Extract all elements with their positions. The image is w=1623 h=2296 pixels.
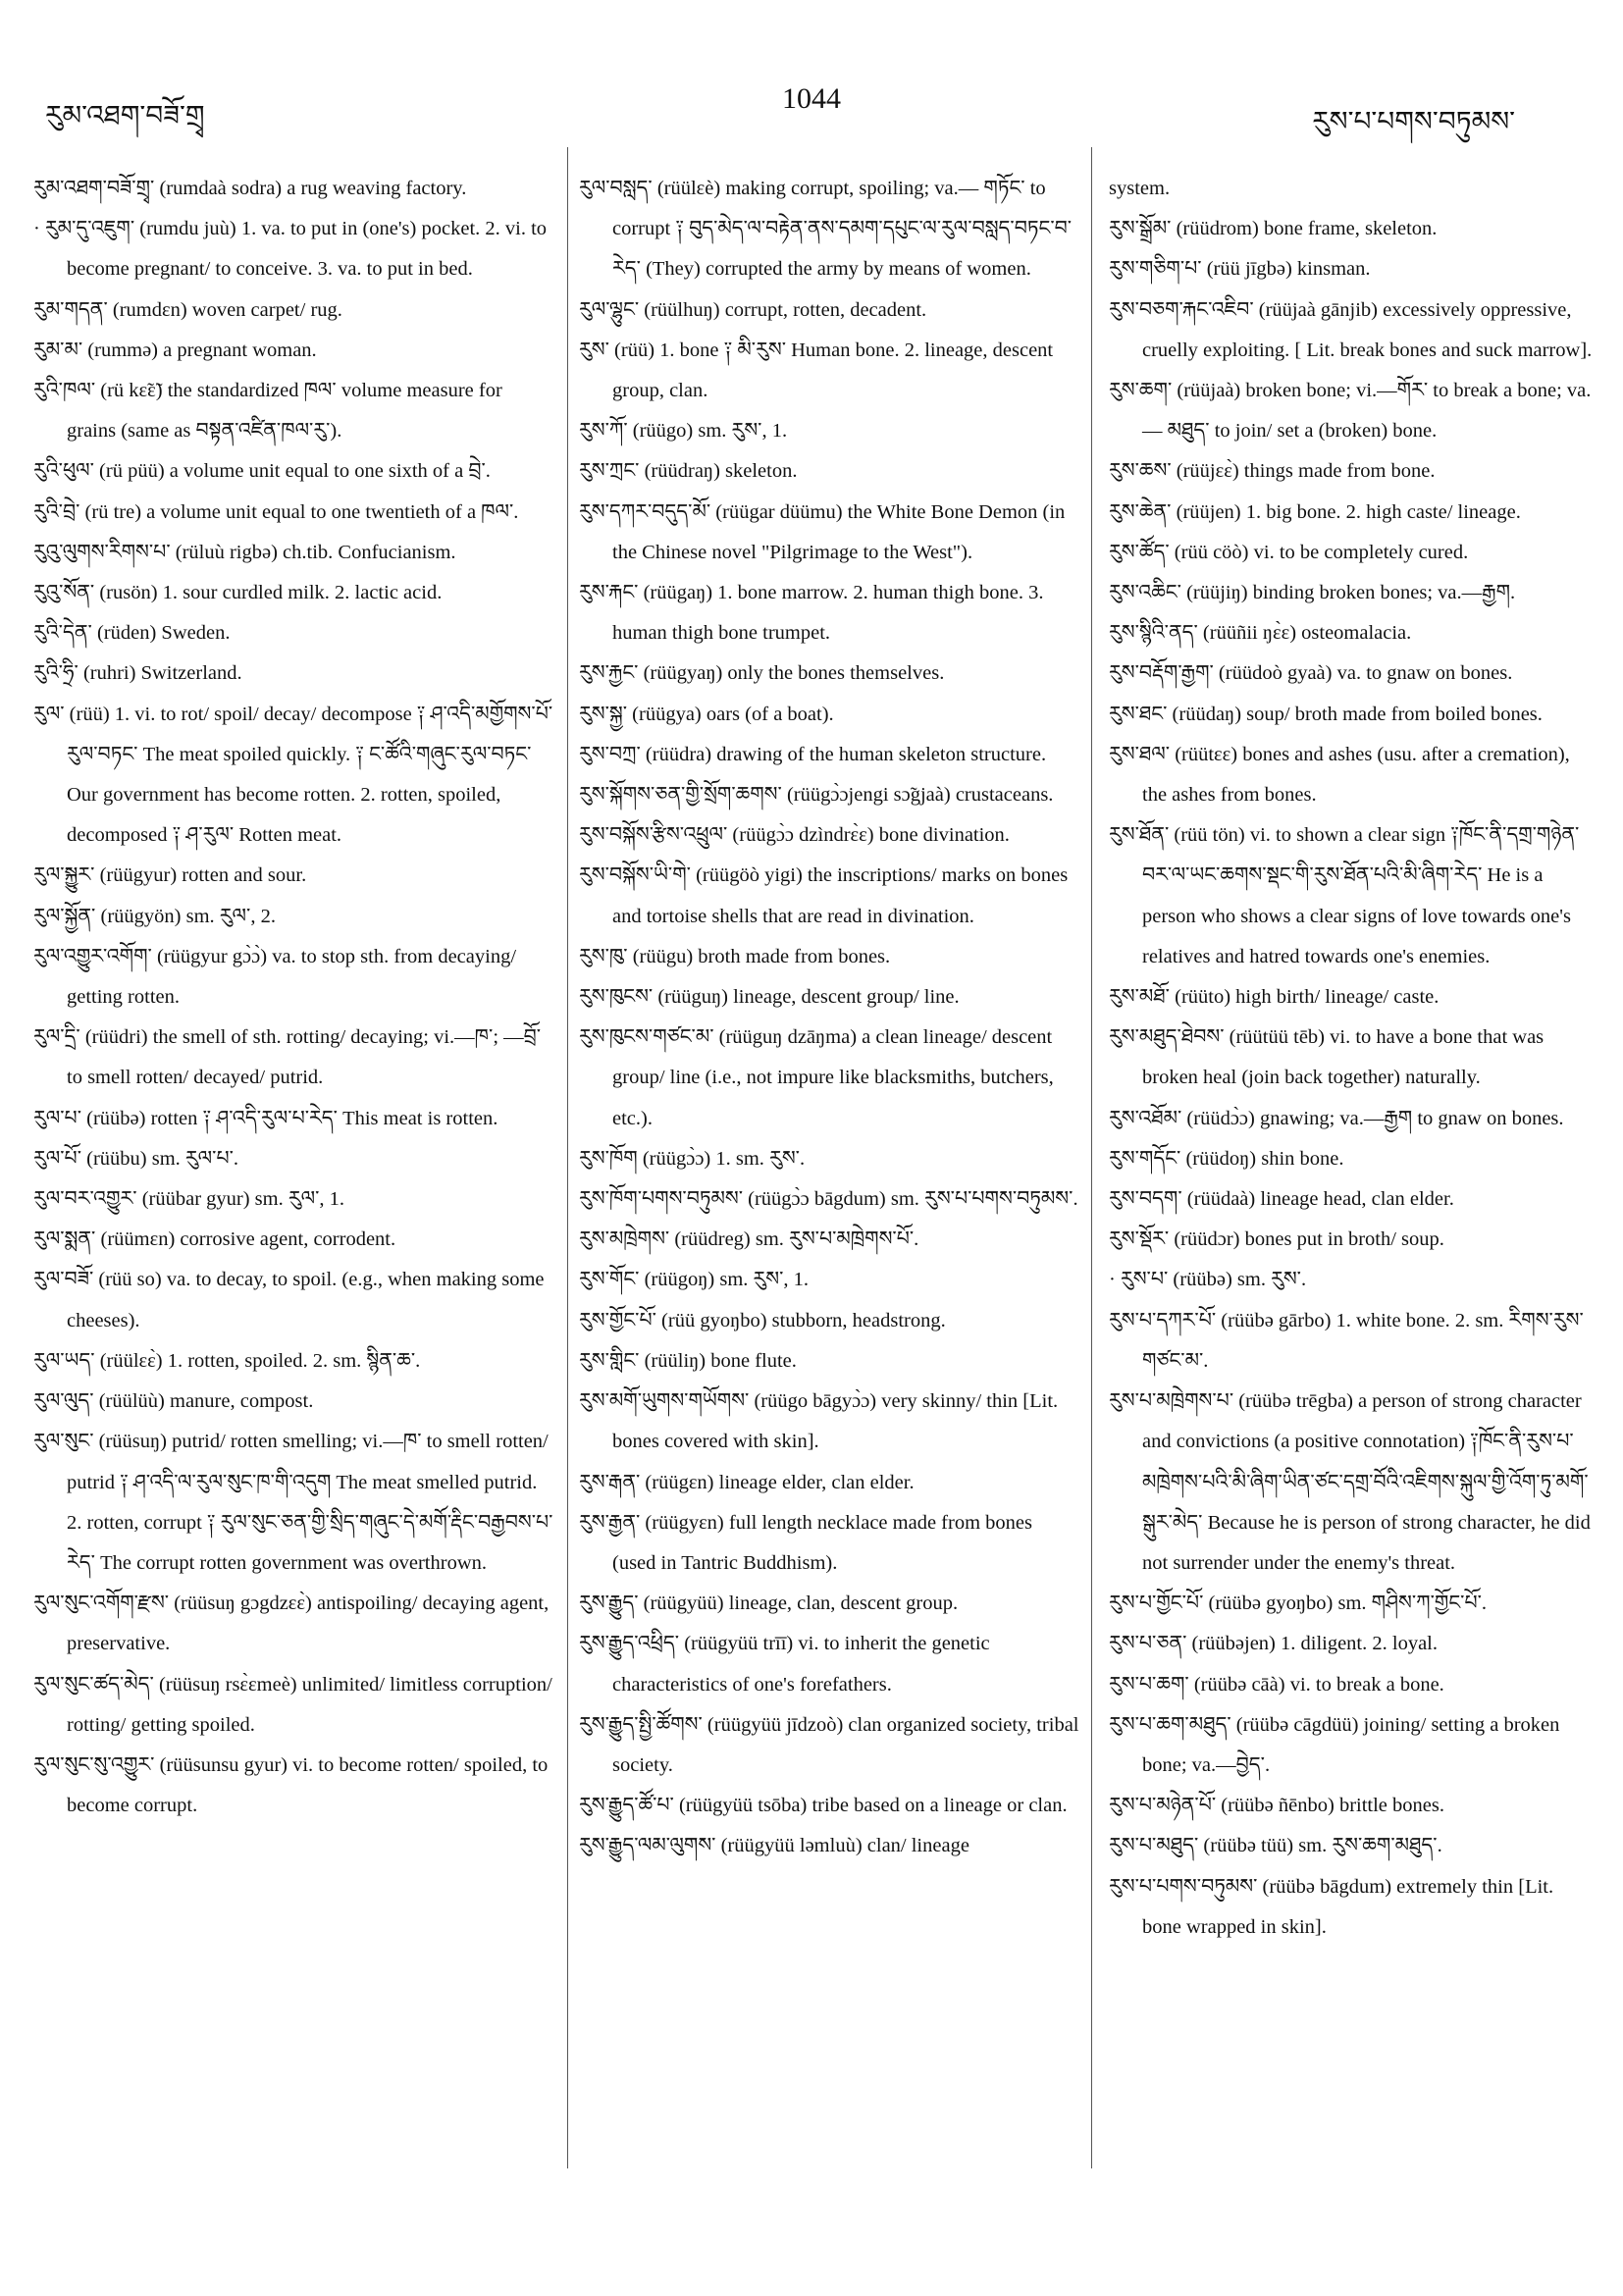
dictionary-entry: རུས་པ་མཉེན་པོ་ (rüübə ñēnbo) brittle bones. <box>1109 1795 1444 1817</box>
dictionary-entry: རུས་པ་གྱོང་པོ་ (rüübə gyoŋbo) sm. གཤིས་ཀ་གྱོང་པོ་. <box>1109 1592 1488 1615</box>
column-divider <box>1091 147 1092 2168</box>
dictionary-entry: རུས་རྒན་ (rüügɛn) lineage elder, clan elder. <box>579 1471 915 1493</box>
dictionary-entry: རུས་བཀྲ་ (rüüdra) drawing of the human skeleton structure. <box>579 743 1047 765</box>
dictionary-entry: རུལ་པོ་ (rüübu) sm. རུལ་པ་. <box>33 1147 239 1170</box>
dictionary-entry: རུའི་བྲེ་ (rü tre) a volume unit equal to one twentieth of a ཁལ་. <box>33 500 519 523</box>
dictionary-entry: རུལ་སྐྱུར་ (rüügyur) rotten and sour. <box>33 864 307 887</box>
dictionary-entry: རུས་མགོ་ཡུགས་གཡོགས་ (rüügo bāgyɔ̀ɔ) very skinny/ thin [Lit. bones covered with skin]. <box>579 1390 1059 1453</box>
dictionary-entry: རུས་པ་དཀར་པོ་ (rüübə gārbo) 1. white bone. 2. sm. རིགས་རུས་གཙང་མ་. <box>1109 1309 1584 1372</box>
column-middle <box>579 169 1079 1867</box>
dictionary-entry: རུས་ཆས་ (rüüjɛɛ̀) things made from bone. <box>1109 460 1436 483</box>
dictionary-entry: རུས་སྡོར་ (rüüdɔr) bones put in broth/ soup. <box>1109 1228 1444 1251</box>
dictionary-entry: རུས་གདོང་ (rüüdoŋ) shin bone. <box>1109 1147 1344 1170</box>
column-right <box>1109 169 1595 1948</box>
dictionary-entry: རུས་རྒྱུད་ལམ་ལུགས་ (rüügyüü ləmluù) clan/ lineage <box>579 1835 969 1857</box>
dictionary-entry: རུས་ཐང་ (rüüdaŋ) soup/ broth made from boiled bones. <box>1109 703 1543 725</box>
dictionary-entry: རུས་སྐྱ་ (rüügya) oars (of a boat). <box>579 703 834 725</box>
dictionary-entry: རུས་མཁྲེགས་ (rüüdreg) sm. རུས་པ་མཁྲེགས་པོ་. <box>579 1228 919 1251</box>
dictionary-entry: system. <box>1109 178 1171 199</box>
dictionary-entry: རུམ་འཐག་བཟོ་གྲྭ་ (rumdaà sodra) a rug weaving factory. <box>33 178 467 199</box>
dictionary-entry: རུལ་པ་ (rüübə) rotten ༑ ཤ་འདི་རུལ་པ་རེད་ This meat is rotten. <box>33 1107 498 1129</box>
dictionary-entry: རུས་ཀོ་ (rüügo) sm. རུས་, 1. <box>579 420 788 443</box>
dictionary-entry: རུས་པ་མཐུད་ (rüübə tüü) sm. རུས་ཆག་མཐུད་. <box>1109 1835 1442 1857</box>
dictionary-entry: རུས་དཀར་བདུད་མོ་ (rüügar düümu) the White Bone Demon (in the Chinese novel "Pilgrimage to the West"). <box>579 500 1066 563</box>
dictionary-entry: རུལ་ལྷུང་ (rüülhuŋ) corrupt, rotten, decadent. <box>579 298 927 321</box>
dictionary-entry: རུས་པ་ཆག་མཐུད་ (rüübə cāgdüü) joining/ setting a broken bone; va.—བྱེད་. <box>1109 1713 1560 1776</box>
dictionary-entry: རུས་ཆེན་ (rüüjen) 1. big bone. 2. high caste/ lineage. <box>1109 500 1521 523</box>
dictionary-entry: རུལ་དྲི་ (rüüdri) the smell of sth. rotting/ decaying; vi.—ཁ་; —བྲོ་ to smell rotten/ decayed/ putrid. <box>33 1026 542 1089</box>
page-header <box>0 71 1623 137</box>
dictionary-entry: རུས་ཁོག (rüügɔ̀ɔ) 1. sm. རུས་. <box>579 1147 806 1170</box>
dictionary-entry: རུས་སྒྲོམ་ (rüüdrom) bone frame, skeleton. <box>1109 218 1438 240</box>
left-running-headword: རུམ་འཐག་བཟོ་གྲྭ <box>45 101 205 131</box>
dictionary-entry: རུས་བསྐོས་རྩིས་འཕྲུལ་ (rüügɔ̀ɔ dzìndrɛ̀ɛ) bone divination. <box>579 824 1010 847</box>
dictionary-entry: རུས་ཁུངས་གཙང་མ་ (rüüguŋ dzāŋma) a clean lineage/ descent group/ line (i.e., not impure like blacksmiths, butchers, etc.). <box>579 1026 1054 1129</box>
dictionary-entry: རུལ་སྨན་ (rüümɛn) corrosive agent, corrodent. <box>33 1228 396 1251</box>
dictionary-entry: རུལ་སུང་སུ་འགྱུར་ (rüüsunsu gyur) vi. to become rotten/ spoiled, to become corrupt. <box>33 1753 549 1817</box>
dictionary-entry: རུས་འཆིང་ (rüüjiŋ) binding broken bones; va.—རྒྱག. <box>1109 582 1516 604</box>
dictionary-entry: རུས་པ་ཅན་ (rüübəjen) 1. diligent. 2. loyal. <box>1109 1633 1438 1655</box>
dictionary-entry: རུས་ཀྲང་ (rüüdraŋ) skeleton. <box>579 460 798 483</box>
dictionary-entry: རུལ་བར་འགྱུར་ (rüübar gyur) sm. རུལ་, 1. <box>33 1188 345 1211</box>
dictionary-entry: རུལ་སུང་འགོག་རྫས་ (rüüsuŋ gɔgdzɛɛ̀) antispoiling/ decaying agent, preservative. <box>33 1592 550 1655</box>
dictionary-entry: རུས་པ་མཁྲེགས་པ་ (rüübə trēgba) a person of strong character and convictions (a positive connotation) ༑ཁོང་ནི་རུས་པ་མཁྲེགས་པའི་མི་ཞིག་ཡིན་ཙང་དགྲ་བོའི་འཇིགས་སྐུལ་གྱི་འོག་ཏུ་མགོ་སྒུར་མེད་ Because he is person of strong character, he did not surrender under the enemy's threat. <box>1109 1390 1591 1574</box>
dictionary-entry: རུས་བཅག་རྐང་འཇིབ་ (rüüjaà gānjib) excessively oppressive, cruelly exploiting. [ Lit. break bones and suck marrow]. <box>1109 298 1593 361</box>
dictionary-entry: རུས་མཐུད་ཐེབས་ (rüütüü tēb) vi. to have a bone that was broken heal (join back together) naturally. <box>1109 1026 1544 1089</box>
dictionary-entry: རུས་བསྐོས་ཡི་གེ་ (rüügöò yigi) the inscriptions/ marks on bones and tortoise shells that are read in divination. <box>579 864 1069 927</box>
dictionary-entry: རུས་སྙིའི་ནད་ (rüüñii ŋɛ̀ɛ) osteomalacia. <box>1109 622 1412 645</box>
dictionary-entry: རུས་བདག་ (rüüdaà) lineage head, clan elder. <box>1109 1188 1454 1211</box>
dictionary-entry: རུལ་བསླད་ (rüülɛè) making corrupt, spoiling; va.— གཏོང་ to corrupt ༑ བུད་མེད་ལ་བརྟེན་ནས་དམག་དཔུང་ལ་རུལ་བསླད་བཏང་བ་རེད་ (They) corrupted the army by means of women. <box>579 178 1073 281</box>
dictionary-entry: རུལ་ལུད་ (rüülüù) manure, compost. <box>33 1390 314 1413</box>
dictionary-entry: རུལ་སུང་ཚད་མེད་ (rüüsuŋ rsɛ̀ɛmeè) unlimited/ limitless corruption/ rotting/ getting spoiled. <box>33 1673 552 1736</box>
dictionary-entry: རུས་པ་ཆག་ (rüübə cāà) vi. to break a bone. <box>1109 1673 1444 1696</box>
dictionary-entry: རུའུ་སོན་ (rusön) 1. sour curdled milk. 2. lactic acid. <box>33 582 443 604</box>
dictionary-entry: རུས་རྒྱུད་སྤྱི་ཚོགས་ (rüügyüü jīdzoò) clan organized society, tribal society. <box>579 1713 1079 1776</box>
dictionary-entry: རུས་གླིང་ (rüüliŋ) bone flute. <box>579 1349 797 1372</box>
dictionary-entry: རུལ་སུང་ (rüüsuŋ) putrid/ rotten smelling; vi.—ཁ་ to smell rotten/ putrid ༑ ཤ་འདི་ལ་རུལ་སུང་ཁ་གི་འདུག The meat smelled putrid. 2. rotten, corrupt ༑ རུལ་སུང་ཅན་གྱི་སྲིད་གཞུང་དེ་མགོ་རྡིང་བརྒྱབས་པ་རེད་ The corrupt rotten government was overthrown. <box>33 1431 553 1574</box>
dictionary-entry: རུས་འཐོམ་ (rüüdɔ̀ɔ) gnawing; va.—རྒྱག to gnaw on bones. <box>1109 1107 1564 1129</box>
dictionary-entry: རུས་གོང་ (rüügoŋ) sm. རུས་, 1. <box>579 1269 810 1291</box>
dictionary-entry: རུས་རྒྱན་ (rüügyɛn) full length necklace made from bones (used in Tantric Buddhism). <box>579 1511 1032 1574</box>
dictionary-entry: རུལ་བཟོ་ (rüü so) va. to decay, to spoil. (e.g., when making some cheeses). <box>33 1269 545 1331</box>
dictionary-entry: རུས་རྐང་ (rüügaŋ) 1. bone marrow. 2. human thigh bone. 3. human thigh bone trumpet. <box>579 582 1044 645</box>
dictionary-entry: རུས་ཆག་ (rüüjaà) broken bone; vi.—གོར་ to break a bone; va.— མཐུད་ to join/ set a (broken) bone. <box>1109 380 1592 443</box>
dictionary-entry: རུས་གཅིག་པ་ (rüü jīgbə) kinsman. <box>1109 258 1371 281</box>
dictionary-entry: རུལ་སྐྱོན་ (rüügyön) sm. རུལ་, 2. <box>33 905 276 927</box>
dictionary-entry: རུས་རྒྱུད་འཕྲིད་ (rüügyüü trīī) vi. to inherit the genetic characteristics of one's forefathers. <box>579 1633 990 1696</box>
dictionary-entry: རུས་ཁུ་ (rüügu) broth made from bones. <box>579 945 891 967</box>
dictionary-entry: རུའི་ཁལ་ (rü kɛ̃ɛ̃) the standardized ཁལ་ volume measure for grains (same as བསྟན་འཛིན་ཁལ་རུ་). <box>33 380 502 443</box>
dictionary-entry: རུས་ཐལ་ (rüütɛɛ) bones and ashes (usu. after a cremation), the ashes from bones. <box>1109 743 1570 807</box>
dictionary-entry: རུས་ཁུངས་ (rüüguŋ) lineage, descent group/ line. <box>579 986 960 1009</box>
dictionary-entry: རུལ་འགྱུར་འགོག་ (rüügyur gɔ̀ɔ̀) va. to stop sth. from decaying/ getting rotten. <box>33 945 517 1009</box>
dictionary-entry: རུའུ་ལུགས་རིགས་པ་ (rüluù rigbə) ch.tib. Confucianism. <box>33 541 456 563</box>
dictionary-entry: རུས་རྒྱུད་ཚོ་པ་ (rüügyüü tsōba) tribe based on a lineage or clan. <box>579 1795 1068 1817</box>
dictionary-entry: · རུས་པ་ (rüübə) sm. རུས་. <box>1109 1269 1307 1291</box>
dictionary-entry: རུས་མཐོ་ (rüüto) high birth/ lineage/ caste. <box>1109 986 1440 1009</box>
dictionary-entry: རུས་ཚོད་ (rüü cöò) vi. to be completely cured. <box>1109 541 1469 563</box>
dictionary-entry: རུས་གྱོང་པོ་ (rüü gyoŋbo) stubborn, headstrong. <box>579 1309 946 1331</box>
dictionary-entry: རུས་རྐྱང་ (rüügyaŋ) only the bones themselves. <box>579 662 945 685</box>
page-number: 1044 <box>782 82 841 115</box>
dictionary-entry: རུས་ཁོག་པགས་བཏུམས་ (rüügɔ̀ɔ bāgdum) sm. རུས་པ་པགས་བཏུམས་. <box>579 1188 1078 1211</box>
dictionary-entry: · རུམ་དུ་འཇུག་ (rumdu juù) 1. va. to put in (one's) pocket. 2. vi. to become pregnant/ to conceive. 3. va. to put in bed. <box>33 218 548 281</box>
dictionary-entry: རུལ་ (rüü) 1. vi. to rot/ spoil/ decay/ decompose ༑ ཤ་འདི་མགྱོགས་པོ་རུལ་བཏང་ The meat spoiled quickly. ༑ ང་ཚོའི་གཞུང་རུལ་བཏང་ Our government has become rotten. 2. rotten, spoiled, decomposed ༑ ཤ་རུལ་ Rotten meat. <box>33 703 553 847</box>
dictionary-entry: རུས་སྐོགས་ཅན་གྱི་སྲོག་ཆགས་ (rüügɔ̀ɔjengi sɔ̃gjaà) crustaceans. <box>579 784 1054 807</box>
dictionary-entry: རུས་ཐོན་ (rüü tön) vi. to shown a clear sign ༑ཁོང་ནི་དགྲ་གཉེན་བར་ལ་ཡང་ཆགས་སྡང་གི་རུས་ཐོན་པའི་མི་ཞིག་རེད་ He is a person who shows a clear signs of love towards one's relatives and hatred towards one's enemies. <box>1109 824 1580 967</box>
dictionary-entry: རུལ་ཡད་ (rüülɛɛ̀) 1. rotten, spoiled. 2. sm. སྙིན་ཆ་. <box>33 1349 421 1372</box>
dictionary-entry: རུས་རྒྱུད་ (rüügyüü) lineage, clan, descent group. <box>579 1592 959 1615</box>
dictionary-entry: རུས་ (rüü) 1. bone ༑ མི་རུས་ Human bone. 2. lineage, descent group, clan. <box>579 339 1054 402</box>
column-left <box>33 169 553 1826</box>
right-running-headword: རུས་པ་པགས་བཏུམས་ <box>1312 107 1515 137</box>
dictionary-entry: རུའི་ཕུལ་ (rü püü) a volume unit equal to one sixth of a བྲེ་. <box>33 460 491 483</box>
dictionary-entry: རུམ་མ་ (rummə) a pregnant woman. <box>33 339 317 361</box>
dictionary-entry: རུས་པ་པགས་བཏུམས་ (rüübə bāgdum) extremely thin [Lit. bone wrapped in skin]. <box>1109 1875 1554 1938</box>
column-divider <box>567 147 568 2168</box>
dictionary-entry: རུའི་དེན་ (rüden) Sweden. <box>33 622 231 645</box>
dictionary-entry: རུམ་གདན་ (rumdɛn) woven carpet/ rug. <box>33 298 342 321</box>
dictionary-entry: རུའི་ཧྲི་ (ruhri) Switzerland. <box>33 662 242 685</box>
dictionary-entry: རུས་བརྡོག་རྒྱག་ (rüüdoò gyaà) va. to gnaw on bones. <box>1109 662 1513 685</box>
